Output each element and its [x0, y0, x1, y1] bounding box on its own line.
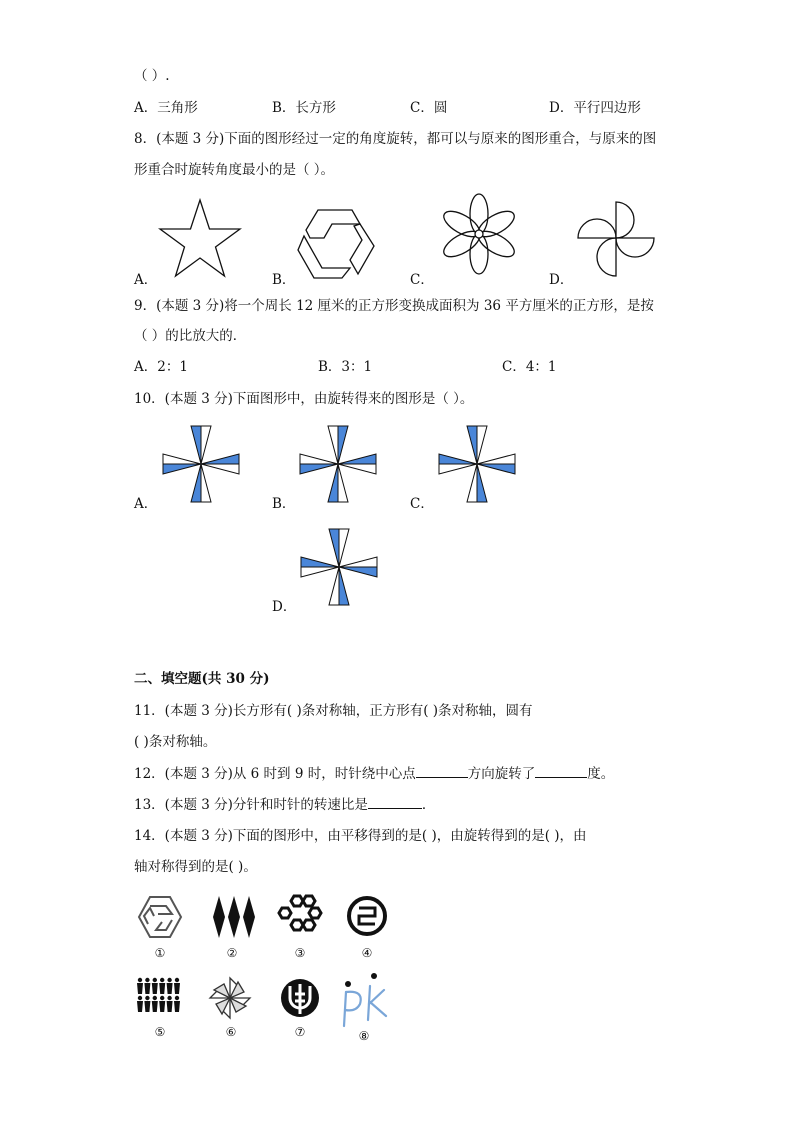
blade-down-white — [467, 464, 477, 502]
q14-label-8: ⑧ — [358, 1029, 370, 1043]
section-title-fill-in: 二、填空题(共 30 分) — [134, 671, 270, 687]
blade-right-blue — [338, 454, 376, 464]
blade-down-white — [201, 464, 211, 502]
q9-stem-line1: 9．(本题 3 分)将一个周长 12 厘米的正方形变换成面积为 36 平方厘米的正方形，是按 — [134, 298, 654, 314]
blade-up-white — [339, 529, 349, 567]
q7-option-c[interactable]: C．圆 — [410, 100, 448, 116]
blade-down-blue — [191, 464, 201, 502]
blade-right-blue — [477, 464, 515, 474]
person-icon — [159, 978, 165, 994]
blade-left-blue — [300, 464, 338, 474]
hexagon-swirl-logo — [136, 894, 184, 942]
windmill-figure — [208, 976, 252, 1020]
blade-left-white — [300, 454, 338, 464]
agricultural-bank-logo — [278, 976, 322, 1020]
q14-label-6: ⑥ — [225, 1025, 237, 1039]
person-icon — [167, 978, 173, 994]
q11-stem-line1: 11．(本题 3 分)长方形有( )条对称轴，正方形有( )条对称轴，圆有 — [134, 703, 533, 719]
q14-label-4: ④ — [361, 946, 373, 960]
blade-figure-b — [298, 424, 378, 504]
three-arrows-figure — [296, 206, 378, 282]
q13-stem — [134, 794, 435, 815]
flower-figure — [438, 190, 520, 278]
blade-down-blue — [477, 464, 487, 502]
q13-blank-ratio[interactable] — [368, 794, 422, 809]
person-icon — [144, 996, 150, 1012]
q14-label-5: ⑤ — [154, 1025, 166, 1039]
pinwheel-figure — [576, 200, 658, 280]
q13-text-b: ． — [421, 797, 436, 813]
q14-stem-line1: 14．(本题 3 分)下面的图形中，由平移得到的是( )，由旋转得到的是( )，由 — [134, 828, 587, 844]
q8-option-b[interactable]: B． — [272, 272, 296, 288]
star-figure — [158, 198, 242, 278]
q9-option-b[interactable]: B．3：1 — [318, 359, 373, 375]
blade-up-white — [328, 426, 338, 464]
q12-text-b: 方向旋转了 — [467, 766, 536, 782]
blade-up-blue — [191, 426, 201, 464]
q13-text-a: 13．(本题 3 分)分针和时针的转速比是 — [134, 797, 368, 813]
blade-right-blue — [201, 454, 239, 464]
q9-stem-line2: （ ）的比放大的． — [134, 328, 247, 344]
q10-stem: 10．(本题 3 分)下面图形中，由旋转得来的图形是（ ）。 — [134, 391, 474, 407]
blade-left-blue — [163, 464, 201, 474]
q8-option-c[interactable]: C． — [410, 272, 434, 288]
q8-stem-line2: 形重合时旋转角度最小的是（ ）。 — [134, 162, 335, 178]
blade-down-white — [329, 567, 339, 605]
blade-down-blue — [339, 567, 349, 605]
q8-option-d[interactable]: D． — [549, 272, 574, 288]
person-icon — [144, 978, 150, 994]
q10-option-c[interactable]: C． — [410, 496, 434, 512]
q14-label-3: ③ — [294, 946, 306, 960]
q10-option-b[interactable]: B． — [272, 496, 296, 512]
q12-stem — [134, 763, 614, 784]
q14-label-1: ① — [154, 946, 166, 960]
q12-blank-direction[interactable] — [416, 763, 468, 778]
q12-text-a: 12．(本题 3 分)从 6 时到 9 时，时针绕中心点 — [134, 766, 416, 782]
blade-up-white — [477, 426, 487, 464]
three-diamonds-logo — [212, 894, 256, 940]
blade-down-white — [338, 464, 348, 502]
person-icon — [137, 996, 143, 1012]
q7-tail: （ ）. — [134, 68, 170, 84]
q8-option-a[interactable]: A． — [134, 272, 158, 288]
pk-letters-figure — [338, 972, 392, 1030]
blade-left-blue — [439, 454, 477, 464]
q14-label-2: ② — [226, 946, 238, 960]
person-icon — [174, 978, 180, 994]
blade-right-white — [201, 464, 239, 474]
person-icon — [137, 978, 143, 994]
q7-option-a[interactable]: A．三角形 — [134, 100, 198, 116]
person-icon — [159, 996, 165, 1012]
blade-up-blue — [338, 426, 348, 464]
q7-option-d[interactable]: D．平行四边形 — [549, 100, 641, 116]
hexagon-ring-logo — [276, 892, 324, 940]
q14-label-7: ⑦ — [294, 1025, 306, 1039]
person-icon — [152, 996, 158, 1012]
person-icon — [174, 996, 180, 1012]
q11-stem-line2: ( )条对称轴。 — [134, 734, 217, 750]
q9-option-a[interactable]: A．2：1 — [134, 359, 188, 375]
blade-left-blue — [301, 557, 339, 567]
q7-option-b[interactable]: B．长方形 — [272, 100, 336, 116]
bank-coin-logo — [346, 895, 388, 937]
person-icon — [167, 996, 173, 1012]
blade-up-blue — [467, 426, 477, 464]
people-row-figure — [136, 976, 182, 1018]
blade-down-blue — [328, 464, 338, 502]
q8-stem-line1: 8．(本题 3 分)下面的图形经过一定的角度旋转，都可以与原来的图形重合，与原来的图 — [134, 131, 657, 147]
blade-figure-c — [437, 424, 517, 504]
person-icon — [152, 978, 158, 994]
q14-stem-line2: 轴对称得到的是( )。 — [134, 859, 257, 875]
q10-option-a[interactable]: A． — [134, 496, 158, 512]
blade-left-white — [301, 567, 339, 577]
q9-option-c[interactable]: C．4：1 — [502, 359, 557, 375]
blade-right-blue — [339, 567, 377, 577]
q12-text-c: 度。 — [587, 766, 615, 782]
blade-figure-d — [299, 527, 379, 607]
blade-right-white — [338, 464, 376, 474]
blade-right-white — [477, 454, 515, 464]
blade-left-white — [439, 464, 477, 474]
q12-blank-degrees[interactable] — [535, 763, 587, 778]
blade-left-white — [163, 454, 201, 464]
blade-up-white — [201, 426, 211, 464]
blade-figure-a — [161, 424, 241, 504]
blade-right-white — [339, 557, 377, 567]
q10-option-d[interactable]: D． — [272, 599, 297, 615]
blade-up-blue — [329, 529, 339, 567]
